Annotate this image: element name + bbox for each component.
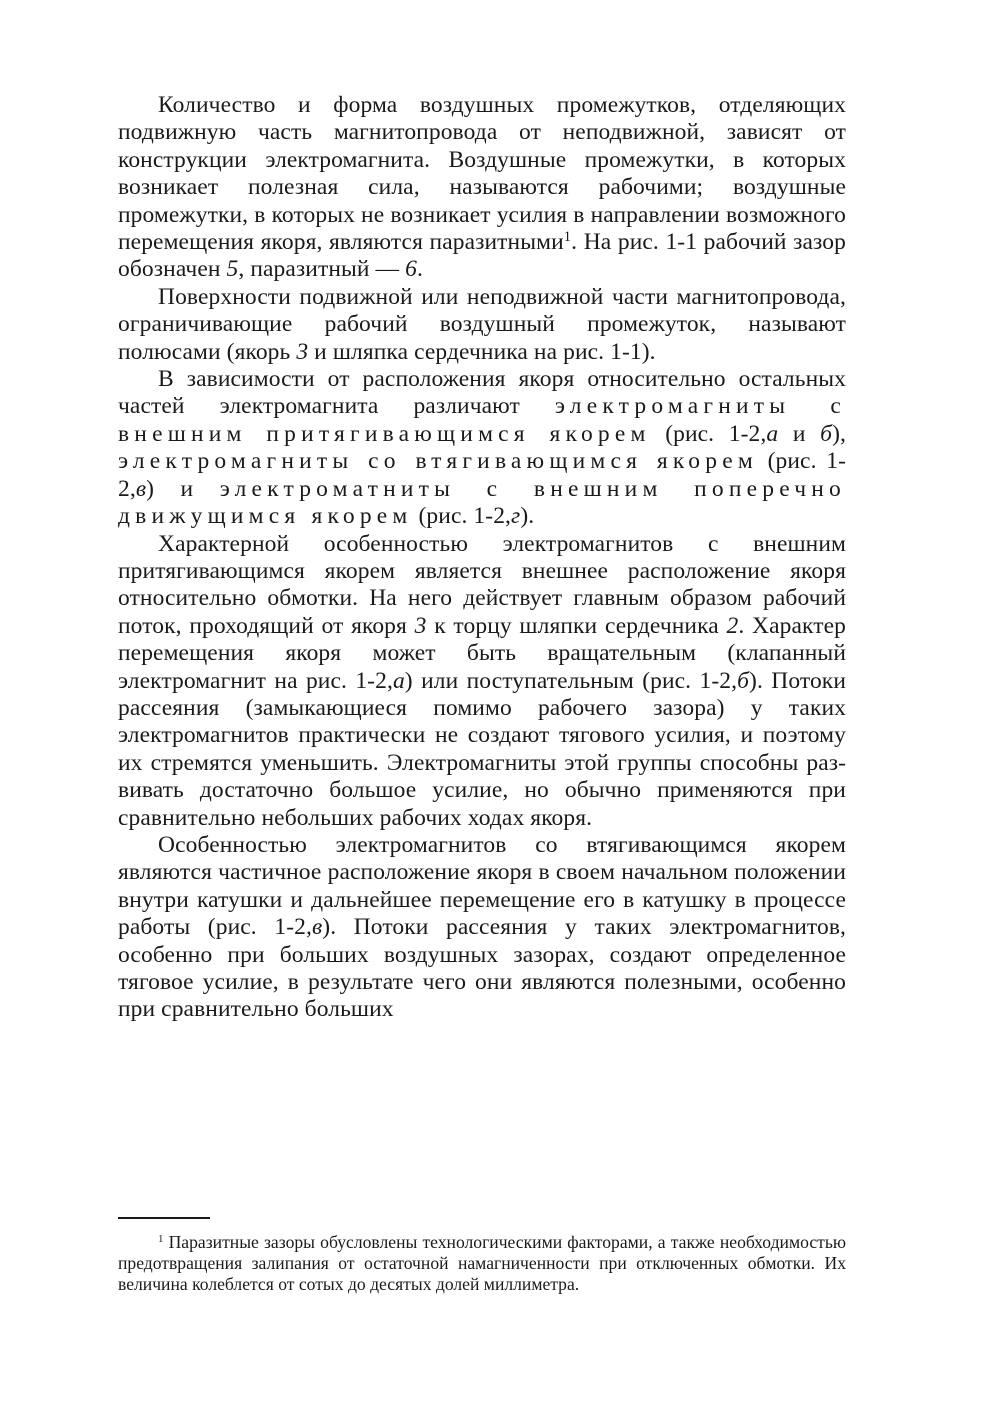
- spaced-term: электромагниты со втягивающимся якорем: [118, 448, 758, 475]
- text-run: , паразитный —: [238, 256, 406, 283]
- paragraph-1: [118, 92, 846, 284]
- text-run: ) или поступательным (рис. 1-2,: [404, 667, 738, 694]
- italic-reference: 5: [226, 256, 239, 283]
- footnote: [118, 1232, 846, 1295]
- text-run: . Характер перемещения якоря может быть вращательным (клапанный электромагнит на рис. 1-2,: [118, 612, 846, 694]
- paragraph-4: [118, 531, 846, 832]
- text-run: В зависимости от расположения якоря относительно остальных частей электромагнита различают: [118, 366, 846, 420]
- text-run: к торцу шляпки сердечника: [426, 612, 727, 639]
- footnote-divider: [118, 1217, 210, 1219]
- paragraph-3: [118, 366, 846, 530]
- spaced-term: электромагниты с внешним притягивающимся якорем: [118, 393, 846, 447]
- italic-reference: а: [766, 420, 779, 447]
- text-run: . На рис. 1-1 рабочий зазор обозначен: [118, 229, 846, 283]
- paragraph-5: [118, 832, 846, 1024]
- footnote-marker: 1: [158, 1233, 164, 1245]
- text-run: ) и: [146, 475, 220, 502]
- text-run: (рис. 1-2,: [412, 503, 512, 530]
- italic-reference: б: [820, 420, 833, 447]
- page-body: [118, 92, 846, 1024]
- text-run: (рис. 1-2,: [650, 420, 767, 447]
- text-run: и шляпка сердечника на рис. 1-1).: [308, 338, 656, 365]
- text-run: ),: [832, 420, 846, 447]
- text-run: ). Потоки рассеяния (замыкающиеся помимо рабочего зазора) у таких электромагнитов практически не создают тягового усилия, и поэтому их стремятся уменьшить. Электромагниты этой группы способны развивать достаточно большое усилие, но обычно применяются при сравнительно небольших рабочих ходах якоря.: [118, 667, 846, 831]
- text-run: ).: [520, 503, 535, 530]
- italic-reference: в: [311, 914, 323, 941]
- spaced-term: электроматниты с внешним поперечно движущимся якорем: [118, 475, 846, 530]
- italic-reference: а: [392, 667, 405, 694]
- text-run: и: [778, 420, 821, 447]
- text-run: ). Потоки рассеяния у таких электромагнитов, особенно при больших воздушных зазорах, создают определенное тяговое усилие, в результате чего они являются полезными, особенно при сравнительно больших: [118, 914, 847, 1023]
- text-run: .: [417, 256, 423, 283]
- italic-reference: 3: [414, 612, 427, 639]
- text-run: Количество и форма воздушных промежутков, отделяющих подвижную часть магнитопровода от неподвижной, зависят от конструкции электромагнита. Воздушные промежутки, в которых возникает полезная сила, называются рабочими; воздушные промежутки, в которых не возникает усилия в направлении возможного перемещения якоря, являются паразитными: [118, 92, 846, 256]
- text-run: Поверхности подвижной или неподвижной части магнитопровода, ограничивающие рабочий воздушный промежуток, называют полюсами (якорь: [118, 283, 846, 365]
- italic-reference: г: [511, 503, 521, 530]
- italic-reference: б: [737, 667, 750, 694]
- text-run: Характерной особенностью электромагнитов с внешним притягивающимся якорем является внешнее расположение якоря относительно обмотки. На него действует главным образом рабочий поток, проходящий от якоря: [118, 530, 846, 639]
- footnote-text: Паразитные зазоры обусловлены технологическими факторами, а также необходимостью предотвращения залипания от остаточной намагниченности при отключенных обмотки. Их величина колеблется от сотых до десятых долей миллиметра.: [118, 1232, 846, 1294]
- text-run: Особенностью электромагнитов со втягивающимся якорем являются частичное расположение якоря в своем начальном положении внутри катушки и дальнейшее перемещение его в катушку в процессе работы (рис. 1-2,: [118, 831, 846, 941]
- italic-reference: 6: [405, 256, 417, 283]
- paragraph-2: [118, 284, 846, 366]
- footnote-reference: 1: [563, 229, 572, 246]
- italic-reference: в: [135, 475, 147, 502]
- italic-reference: 2: [726, 612, 739, 639]
- text-run: (рис. 1-2,: [118, 448, 846, 502]
- italic-reference: 3: [296, 338, 309, 365]
